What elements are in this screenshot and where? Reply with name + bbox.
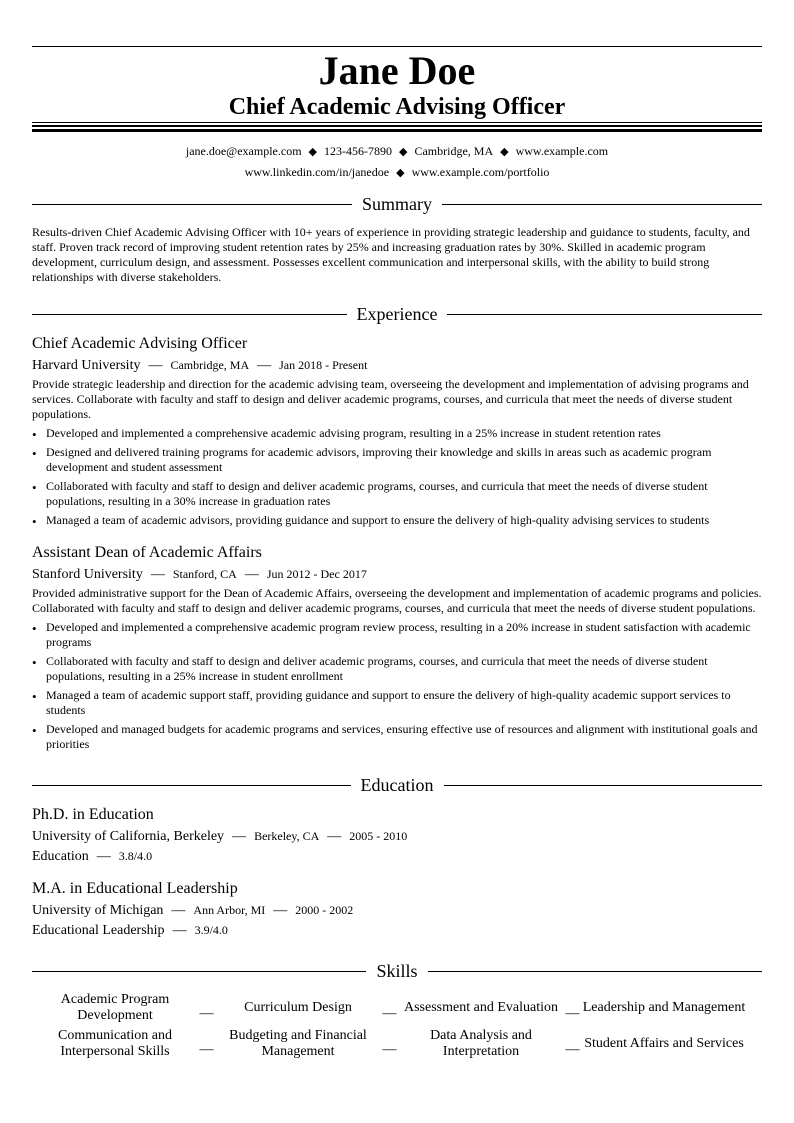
degree-meta	[32, 827, 407, 846]
degree-field: Education	[32, 849, 89, 864]
job-dates: Jan 2018 - Present	[279, 358, 368, 372]
dash-separator: —	[150, 567, 165, 582]
job-location: Cambridge, MA	[170, 358, 250, 372]
section-title: Education	[360, 775, 434, 795]
skill-item: Budgeting and Financial Management	[229, 1028, 367, 1059]
dash-separator: —	[382, 1006, 397, 1021]
degree-gpa: 3.9/4.0	[194, 923, 228, 937]
skill-item: Leadership and Management	[582, 1000, 746, 1015]
skill-item: Assessment and Evaluation	[404, 1000, 558, 1015]
portfolio-link[interactable]: www.example.com/portfolio	[411, 165, 550, 179]
summary-text: Results-driven Chief Academic Advising Officer with 10+ years of experience in providing strategic leadership and guidance to students, faculty, and staff. Proven track record of improving student retention rates by 25% and increasing graduation rates by 30%. Skilled in academic program development, curriculum design, and assessment. Possesses excellent communication and interpersonal skills, with the ability to build strong relationships with diverse stakeholders.	[32, 225, 750, 284]
school-location: Berkeley, CA	[254, 829, 320, 843]
diamond-separator-icon: ◆	[308, 146, 317, 158]
list-item: • Managed a team of academic support staff, providing guidance and support to ensure the delivery of high-quality academic support services to students	[32, 688, 762, 718]
skills-row	[32, 1026, 762, 1062]
diamond-separator-icon: ◆	[500, 146, 509, 158]
phone-number: 123-456-7890	[324, 144, 392, 158]
degree-gpa-line	[32, 847, 152, 866]
list-item: • Collaborated with faculty and staff to design and deliver academic programs, courses, and curricula that meet the needs of diverse student populations, resulting in a 25% increase in student enrollment	[32, 654, 762, 684]
dash-separator: —	[96, 849, 111, 864]
dash-separator: —	[148, 358, 163, 373]
dash-separator: —	[257, 358, 272, 373]
job-description: Provided administrative support for the Dean of Academic Affairs, overseeing the development and implementation of academic programs and policies. Collaborated with faculty and staff to design and deliver academic programs, courses, and curricula that meet the needs of diverse student populations.	[32, 586, 762, 615]
degree-meta	[32, 901, 353, 920]
degree-dates: 2005 - 2010	[349, 829, 408, 843]
location: Cambridge, MA	[414, 144, 494, 158]
degree-gpa-line	[32, 921, 228, 940]
job-title: Assistant Dean of Academic Affairs	[32, 544, 262, 561]
dash-separator: —	[565, 1006, 580, 1021]
list-item: • Developed and implemented a comprehensive academic advising program, resulting in a 25% increase in student retention rates	[32, 426, 762, 441]
job-title: Chief Academic Advising Officer	[32, 335, 248, 352]
diamond-separator-icon: ◆	[396, 167, 405, 179]
dash-separator: —	[199, 1042, 214, 1057]
job-organization: Stanford University	[32, 567, 143, 582]
contact-line-1	[32, 143, 762, 160]
list-item: • Collaborated with faculty and staff to design and deliver academic programs, courses, and curricula that meet the needs of diverse student populations, resulting in a 30% increase in graduation rates	[32, 479, 762, 509]
contact-line-2	[32, 164, 762, 181]
job-description: Provide strategic leadership and direction for the academic advising team, overseeing the development and implementation of advising programs and services. Collaborate with faculty and staff to design and deliver academic programs, courses, and curricula that meet the needs of diverse student populations.	[32, 377, 749, 421]
skill-item: Data Analysis and Interpretation	[430, 1028, 532, 1059]
degree-dates: 2000 - 2002	[295, 903, 354, 917]
job-location: Stanford, CA	[172, 567, 237, 581]
school-name: University of California, Berkeley	[32, 829, 225, 844]
dash-separator: —	[327, 829, 342, 844]
job-meta	[32, 356, 367, 375]
dash-separator: —	[172, 923, 187, 938]
dash-separator: —	[232, 829, 247, 844]
skill-item: Communication and Interpersonal Skills	[58, 1028, 172, 1059]
diamond-separator-icon: ◆	[399, 146, 408, 158]
list-item: • Developed and implemented a comprehensive academic program review process, resulting in a 20% increase in student satisfaction with academic programs	[32, 620, 762, 650]
education-heading	[32, 774, 762, 796]
skill-item: Curriculum Design	[244, 1000, 352, 1015]
section-title: Skills	[376, 961, 418, 981]
experience-heading	[32, 303, 762, 325]
header-rule	[32, 125, 762, 127]
skills-row	[32, 990, 762, 1026]
section-title: Experience	[356, 304, 438, 324]
candidate-title: Chief Academic Advising Officer	[228, 94, 566, 120]
email-link[interactable]: jane.doe@example.com	[185, 144, 302, 158]
website-link[interactable]: www.example.com	[515, 144, 609, 158]
header-rule	[32, 129, 762, 132]
linkedin-link[interactable]: www.linkedin.com/in/janedoe	[244, 165, 390, 179]
skills-heading	[32, 960, 762, 982]
list-item: • Designed and delivered training programs for academic advisors, improving their knowledge and skills in areas such as academic program development and student assessment	[32, 445, 762, 475]
degree-title: M.A. in Educational Leadership	[32, 880, 238, 897]
job-dates: Jun 2012 - Dec 2017	[266, 567, 367, 581]
dash-separator: —	[199, 1006, 214, 1021]
skills-grid	[32, 990, 762, 1062]
skill-item: Academic Program Development	[60, 992, 170, 1023]
section-title: Summary	[362, 194, 432, 214]
list-item: • Developed and managed budgets for academic programs and services, ensuring effective use of resources and alignment with institutional goals and priorities	[32, 722, 762, 752]
job-bullets	[32, 620, 762, 756]
top-rule	[32, 46, 762, 47]
dash-separator: —	[382, 1042, 397, 1057]
degree-gpa: 3.8/4.0	[118, 849, 153, 863]
candidate-name: Jane Doe	[318, 48, 476, 93]
summary-heading	[32, 193, 762, 215]
dash-separator: —	[273, 903, 288, 918]
header-rule	[32, 122, 762, 123]
job-meta	[32, 565, 367, 584]
job-organization: Harvard University	[32, 358, 141, 373]
dash-separator: —	[244, 567, 259, 582]
list-item: • Managed a team of academic advisors, providing guidance and support to ensure the delivery of high-quality advising services to students	[32, 513, 762, 528]
dash-separator: —	[565, 1042, 580, 1057]
degree-field: Educational Leadership	[32, 923, 165, 938]
degree-title: Ph.D. in Education	[32, 806, 154, 823]
skill-item: Student Affairs and Services	[584, 1036, 744, 1051]
job-bullets	[32, 426, 762, 532]
school-location: Ann Arbor, MI	[193, 903, 266, 917]
dash-separator: —	[171, 903, 186, 918]
school-name: University of Michigan	[32, 903, 164, 918]
